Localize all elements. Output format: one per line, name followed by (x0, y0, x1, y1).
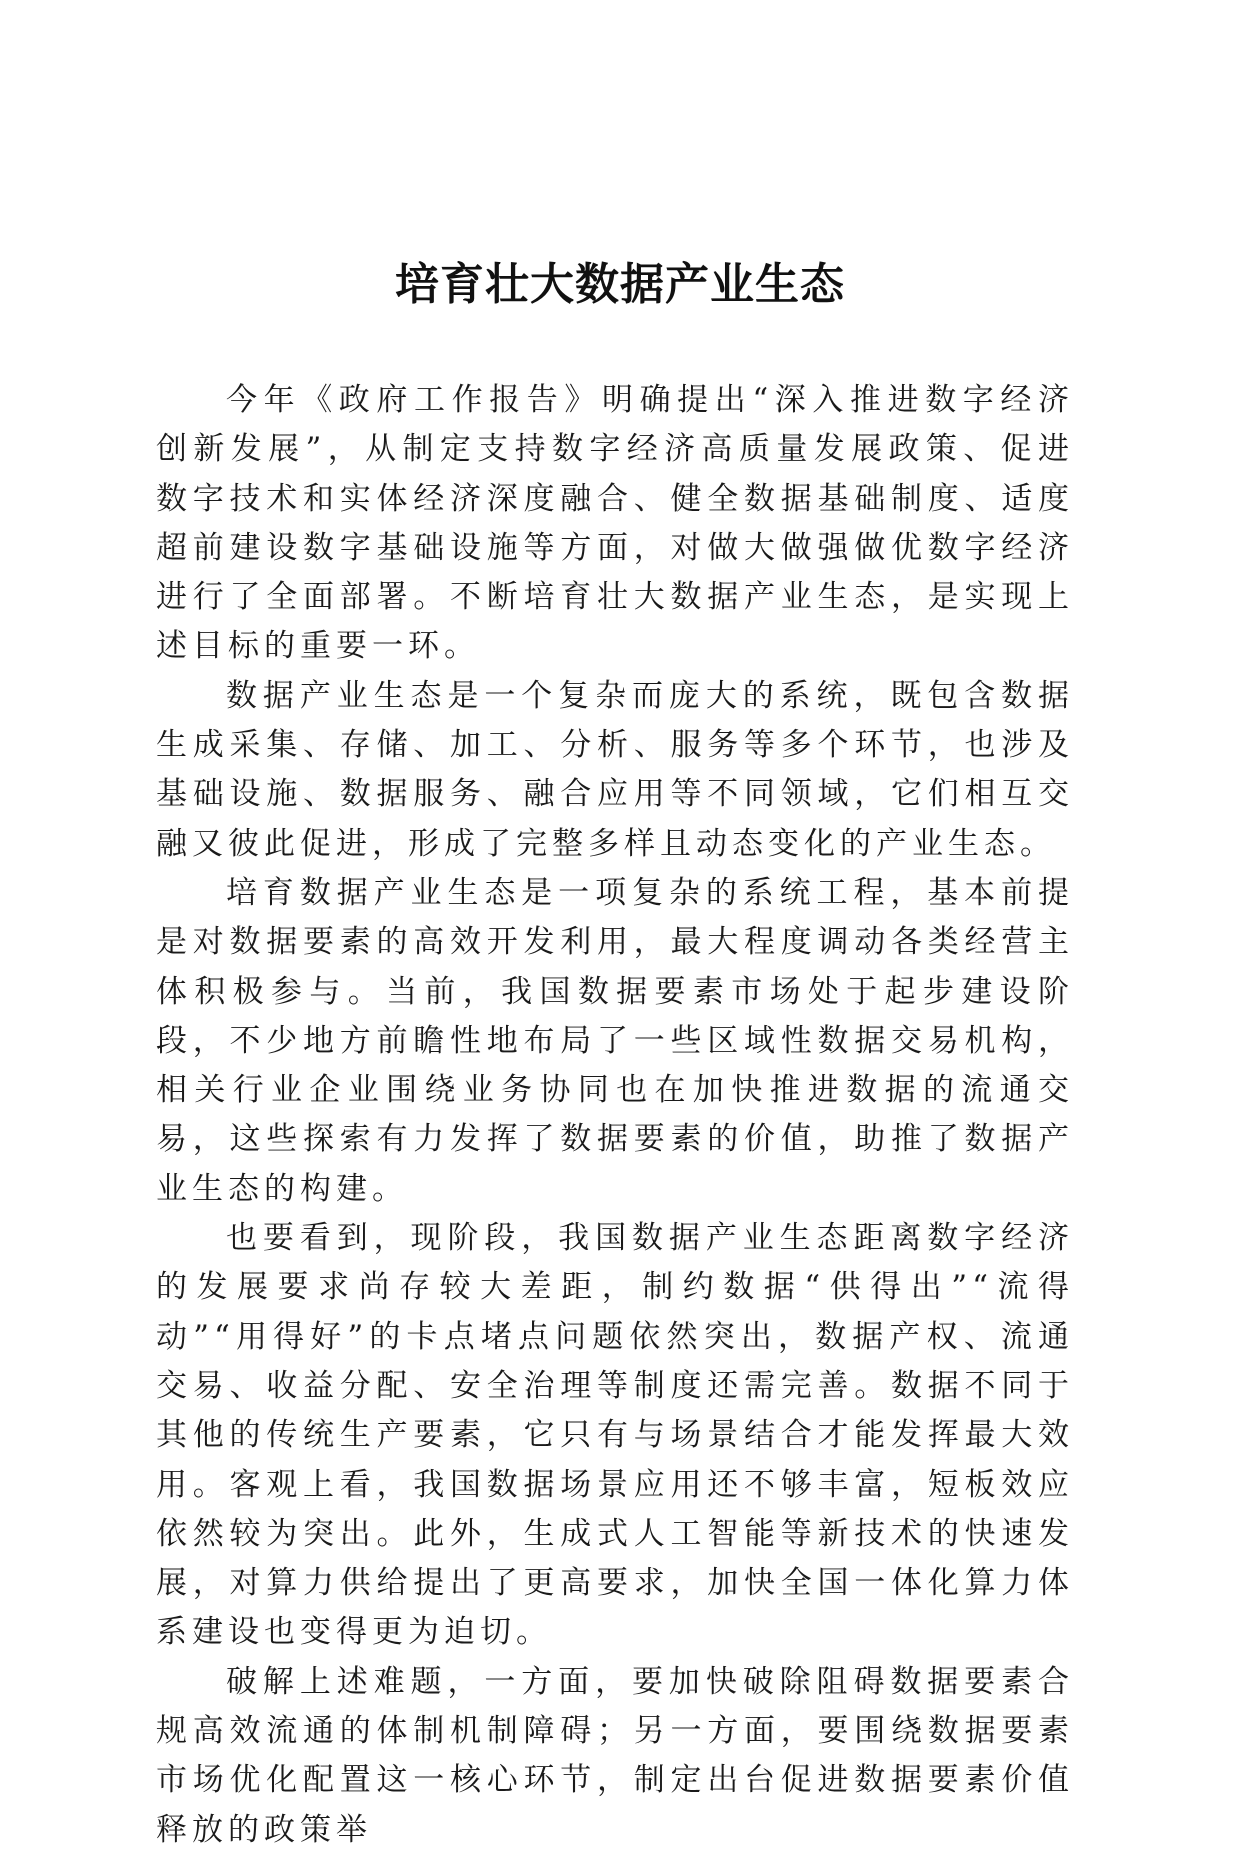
paragraph-5: 破解上述难题，一方面，要加快破除阻碍数据要素合规高效流通的体制机制障碍；另一方面，要围绕数据要素市场优化配置这一核心环节，制定出台促进数据要素价值释放的政策举 (156, 1663, 1074, 1848)
document-body (156, 376, 1074, 1855)
paragraph-3: 培育数据产业生态是一项复杂的系统工程，基本前提是对数据要素的高效开发利用，最大程度调动各类经营主体积极参与。当前，我国数据要素市场处于起步建设阶段，不少地方前瞻性地布局了一些区域性数据交易机构，相关行业企业围绕业务协同也在加快推进数据的流通交易，这些探索有力发挥了数据要素的价值，助推了数据产业生态的构建。 (156, 874, 1074, 1207)
paragraph-1: 今年《政府工作报告》明确提出“深入推进数字经济创新发展”，从制定支持数字经济高质量发展政策、促进数字技术和实体经济深度融合、健全数据基础制度、适度超前建设数字基础设施等方面，对做大做强做优数字经济进行了全面部署。不断培育壮大数据产业生态，是实现上述目标的重要一环。 (156, 382, 1074, 665)
paragraph-2: 数据产业生态是一个复杂而庞大的系统，既包含数据生成采集、存储、加工、分析、服务等多个环节，也涉及基础设施、数据服务、融合应用等不同领域，它们相互交融又彼此促进，形成了完整多样且动态变化的产业生态。 (156, 677, 1074, 862)
document-title: 培育壮大数据产业生态 (395, 259, 845, 310)
paragraph-4: 也要看到，现阶段，我国数据产业生态距离数字经济的发展要求尚存较大差距，制约数据“供得出”“流得动”“用得好”的卡点堵点问题依然突出，数据产权、流通交易、收益分配、安全治理等制度还需完善。数据不同于其他的传统生产要素，它只有与场景结合才能发挥最大效用。客观上看，我国数据场景应用还不够丰富，短板效应依然较为突出。此外，生成式人工智能等新技术的快速发展，对算力供给提出了更高要求，加快全国一体化算力体系建设也变得更为迫切。 (156, 1220, 1074, 1651)
